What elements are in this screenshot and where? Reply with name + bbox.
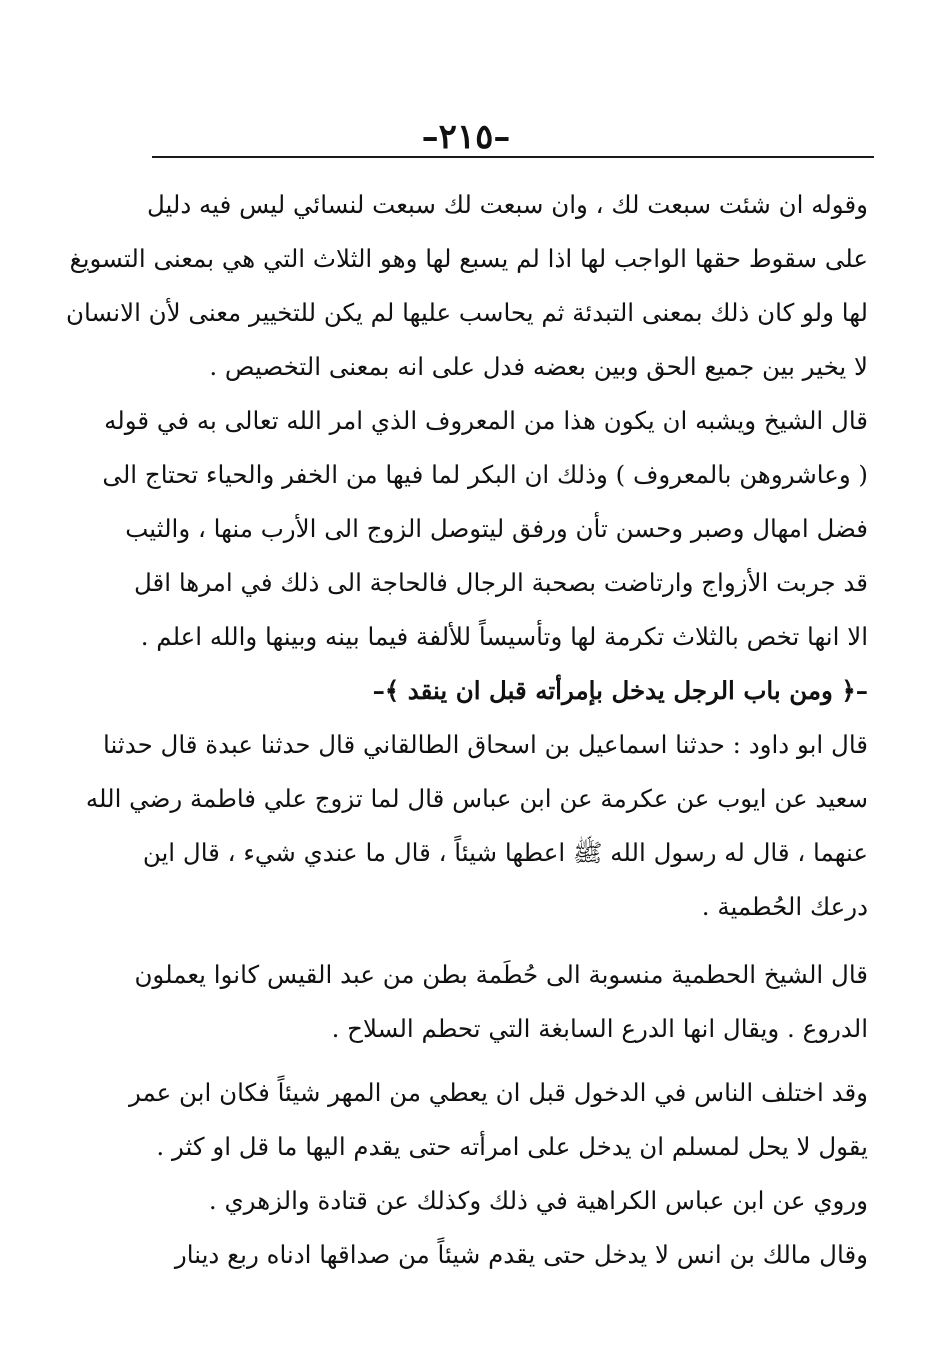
text-line: لها ولو كان ذلك بمعنى التبدئة ثم يحاسب عليها لم يكن للتخيير معنى لأن الانسان [65,298,868,327]
text-line: ( وعاشروهن بالمعروف ) وذلك ان البكر لما فيها من الخفر والحياء تحتاج الى [102,460,868,489]
paragraph-1 [65,178,868,394]
text-line: سعيد عن ايوب عن عكرمة عن ابن عباس قال لما تزوج علي فاطمة رضي الله [85,784,868,813]
text-line: قال ابو داود : حدثنا اسماعيل بن اسحاق الطالقاني قال حدثنا عبدة قال حدثنا [103,730,868,759]
paragraph-3 [85,718,868,934]
text-line: وروي عن ابن عباس الكراهية في ذلك وكذلك عن قتادة والزهري . [208,1186,868,1215]
text-line: وقال مالك بن انس لا يدخل حتى يقدم شيئاً من صداقها ادناه ربع دينار [174,1240,868,1269]
paragraph-gap [178,1056,868,1066]
text-line: درعك الحُطمية . [701,892,868,921]
text-line: فضل امهال وصبر وحسن تأن ورفق ليتوصل الزوج الى الأرب منها ، والثيب [125,514,868,543]
chapter-heading: –﴿ ومن باب الرجل يدخل بإمرأته قبل ان ينقد ﴾– [372,676,868,705]
text-line: وقد اختلف الناس في الدخول قبل ان يعطي من المهر شيئاً فكان ابن عمر [128,1078,868,1107]
page-number: –٢١٥– [421,117,511,157]
text-line: وقوله ان شئت سبعت لك ، وان سبعت لك سبعت لنسائي ليس فيه دليل [146,190,868,219]
text-line: لا يخير بين جميع الحق وبين بعضه فدل على انه بمعنى التخصيص . [209,352,868,381]
paragraph-2 [102,394,868,664]
text-line: يقول لا يحل لمسلم ان يدخل على امرأته حتى يقدم اليها ما قل او كثر . [156,1132,868,1161]
text-line: قال الشيخ الحطمية منسوبة الى حُطَمة بطن من عبد القيس كانوا يعملون [134,960,868,989]
paragraph-4 [134,948,868,1056]
header-rule [152,156,874,158]
text-line: عنهما ، قال له رسول الله ﷺ اعطها شيئاً ، قال ما عندي شيء ، قال اين [142,838,868,867]
text-line: قد جربت الأزواج وارتاضت بصحبة الرجال فالحاجة الى ذلك في امرها اقل [133,568,868,597]
text-line: الا انها تخص بالثلاث تكرمة لها وتأسيساً للألفة فيما بينه وبينها والله اعلم . [140,622,868,651]
body-text [65,178,868,1282]
text-line: الدروع . ويقال انها الدرع السابغة التي تحطم السلاح . [331,1014,868,1043]
paragraph-gap [178,934,868,948]
text-line: على سقوط حقها الواجب لها اذا لم يسبع لها وهو الثلاث التي هي بمعنى التسويغ [69,244,868,273]
paragraph-5 [128,1066,868,1282]
text-line: قال الشيخ ويشبه ان يكون هذا من المعروف الذي امر الله تعالى به في قوله [104,406,868,435]
